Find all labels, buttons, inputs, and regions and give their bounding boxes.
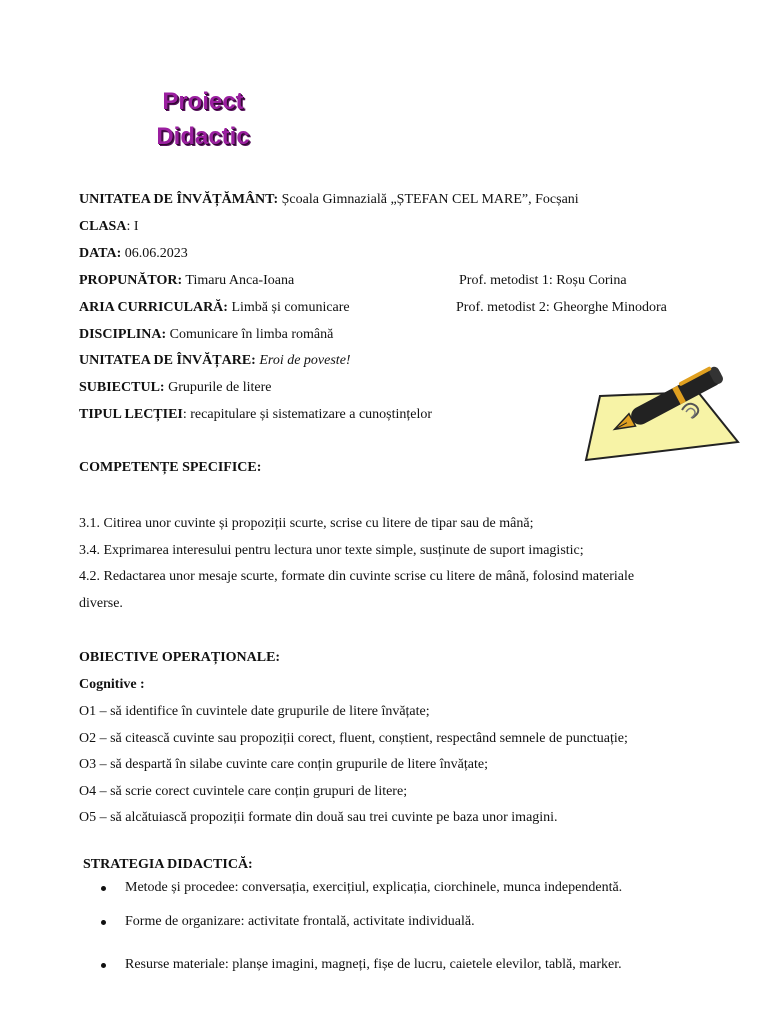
field-metodist-2: Prof. metodist 2: Gheorghe Minodora [456,300,667,315]
competenta-item: 3.4. Exprimarea interesului pentru lectura unor texte simple, susținute de suport imagistic; [79,543,584,558]
field-label: UNITATEA DE ÎNVĂȚARE: [79,353,256,368]
obiectiv-item: O4 – să scrie corect cuvintele care conțin grupuri de litere; [79,784,408,799]
strategia-item: Metode și procedee: conversația, exercițiul, explicația, ciorchinele, munca independentă. [125,880,623,895]
competenta-item: diverse. [79,596,123,611]
field-subiectul [79,380,272,396]
field-disciplina [79,327,333,343]
obiective-heading: OBIECTIVE OPERAȚIONALE: [79,650,281,665]
field-value: Școala Gimnazială „ȘTEFAN CEL MARE”, Focșani [278,192,579,207]
competente-heading: COMPETENȚE SPECIFICE: [79,460,262,475]
title-line-2: Didactic [156,123,250,150]
field-value: Eroi de poveste! [255,353,351,368]
field-data [79,246,188,262]
field-label: ARIA CURRICULARĂ: [79,300,228,315]
field-value: Grupurile de litere [164,380,272,395]
field-label: UNITATEA DE ÎNVĂȚĂMÂNT: [79,192,279,207]
field-value: : recapitulare și sistematizare a cunoștințelor [182,407,433,422]
field-tipul [79,407,432,423]
strategia-item: Forme de organizare: activitate frontală, activitate individuală. [125,914,475,929]
field-value: : I [126,219,139,234]
field-value: 06.06.2023 [121,246,188,261]
competenta-item: 3.1. Citirea unor cuvinte și propoziții scurte, scrise cu litere de tipar sau de mână; [79,516,534,531]
field-clasa [79,219,139,235]
field-unitatea [79,192,579,208]
pen-and-paper-icon [578,362,748,462]
field-unitatea-invatare [79,353,351,369]
bullet-icon [101,920,106,925]
strategia-heading: STRATEGIA DIDACTICĂ: [83,857,253,872]
bullet-icon [101,886,106,891]
field-label: CLASA [79,219,127,234]
field-metodist-1: Prof. metodist 1: Roșu Corina [459,273,627,288]
field-aria [79,300,350,316]
obiectiv-item: O3 – să despartă în silabe cuvinte care conțin grupurile de litere învățate; [79,757,488,772]
field-label: DISCIPLINA: [79,327,167,342]
obiectiv-item: O2 – să citească cuvinte sau propoziții corect, fluent, conștient, respectând semnele de punctuație; [79,731,628,746]
title-line-1: Proiect [162,88,244,115]
obiectiv-item: O1 – să identifice în cuvintele date grupurile de litere învățate; [79,704,430,719]
bullet-icon [101,963,106,968]
field-value: Limbă și comunicare [227,300,350,315]
field-label: TIPUL LECȚIEI [79,407,183,422]
field-label: PROPUNĂTOR: [79,273,183,288]
field-value: Timaru Anca-Ioana [182,273,295,288]
field-label: SUBIECTUL: [79,380,165,395]
obiectiv-item: O5 – să alcătuiască propoziții formate din două sau trei cuvinte pe baza unor imagini. [79,810,558,825]
field-label: DATA: [79,246,122,261]
obiective-subheading: Cognitive : [79,677,145,692]
document-title [138,84,268,154]
field-propunator [79,273,294,289]
field-value: Comunicare în limba română [166,327,334,342]
strategia-item: Resurse materiale: planșe imagini, magneți, fișe de lucru, caietele elevilor, tablă, marker. [125,957,622,972]
competenta-item: 4.2. Redactarea unor mesaje scurte, formate din cuvinte scrise cu litere de mână, folosind materiale [79,569,635,584]
